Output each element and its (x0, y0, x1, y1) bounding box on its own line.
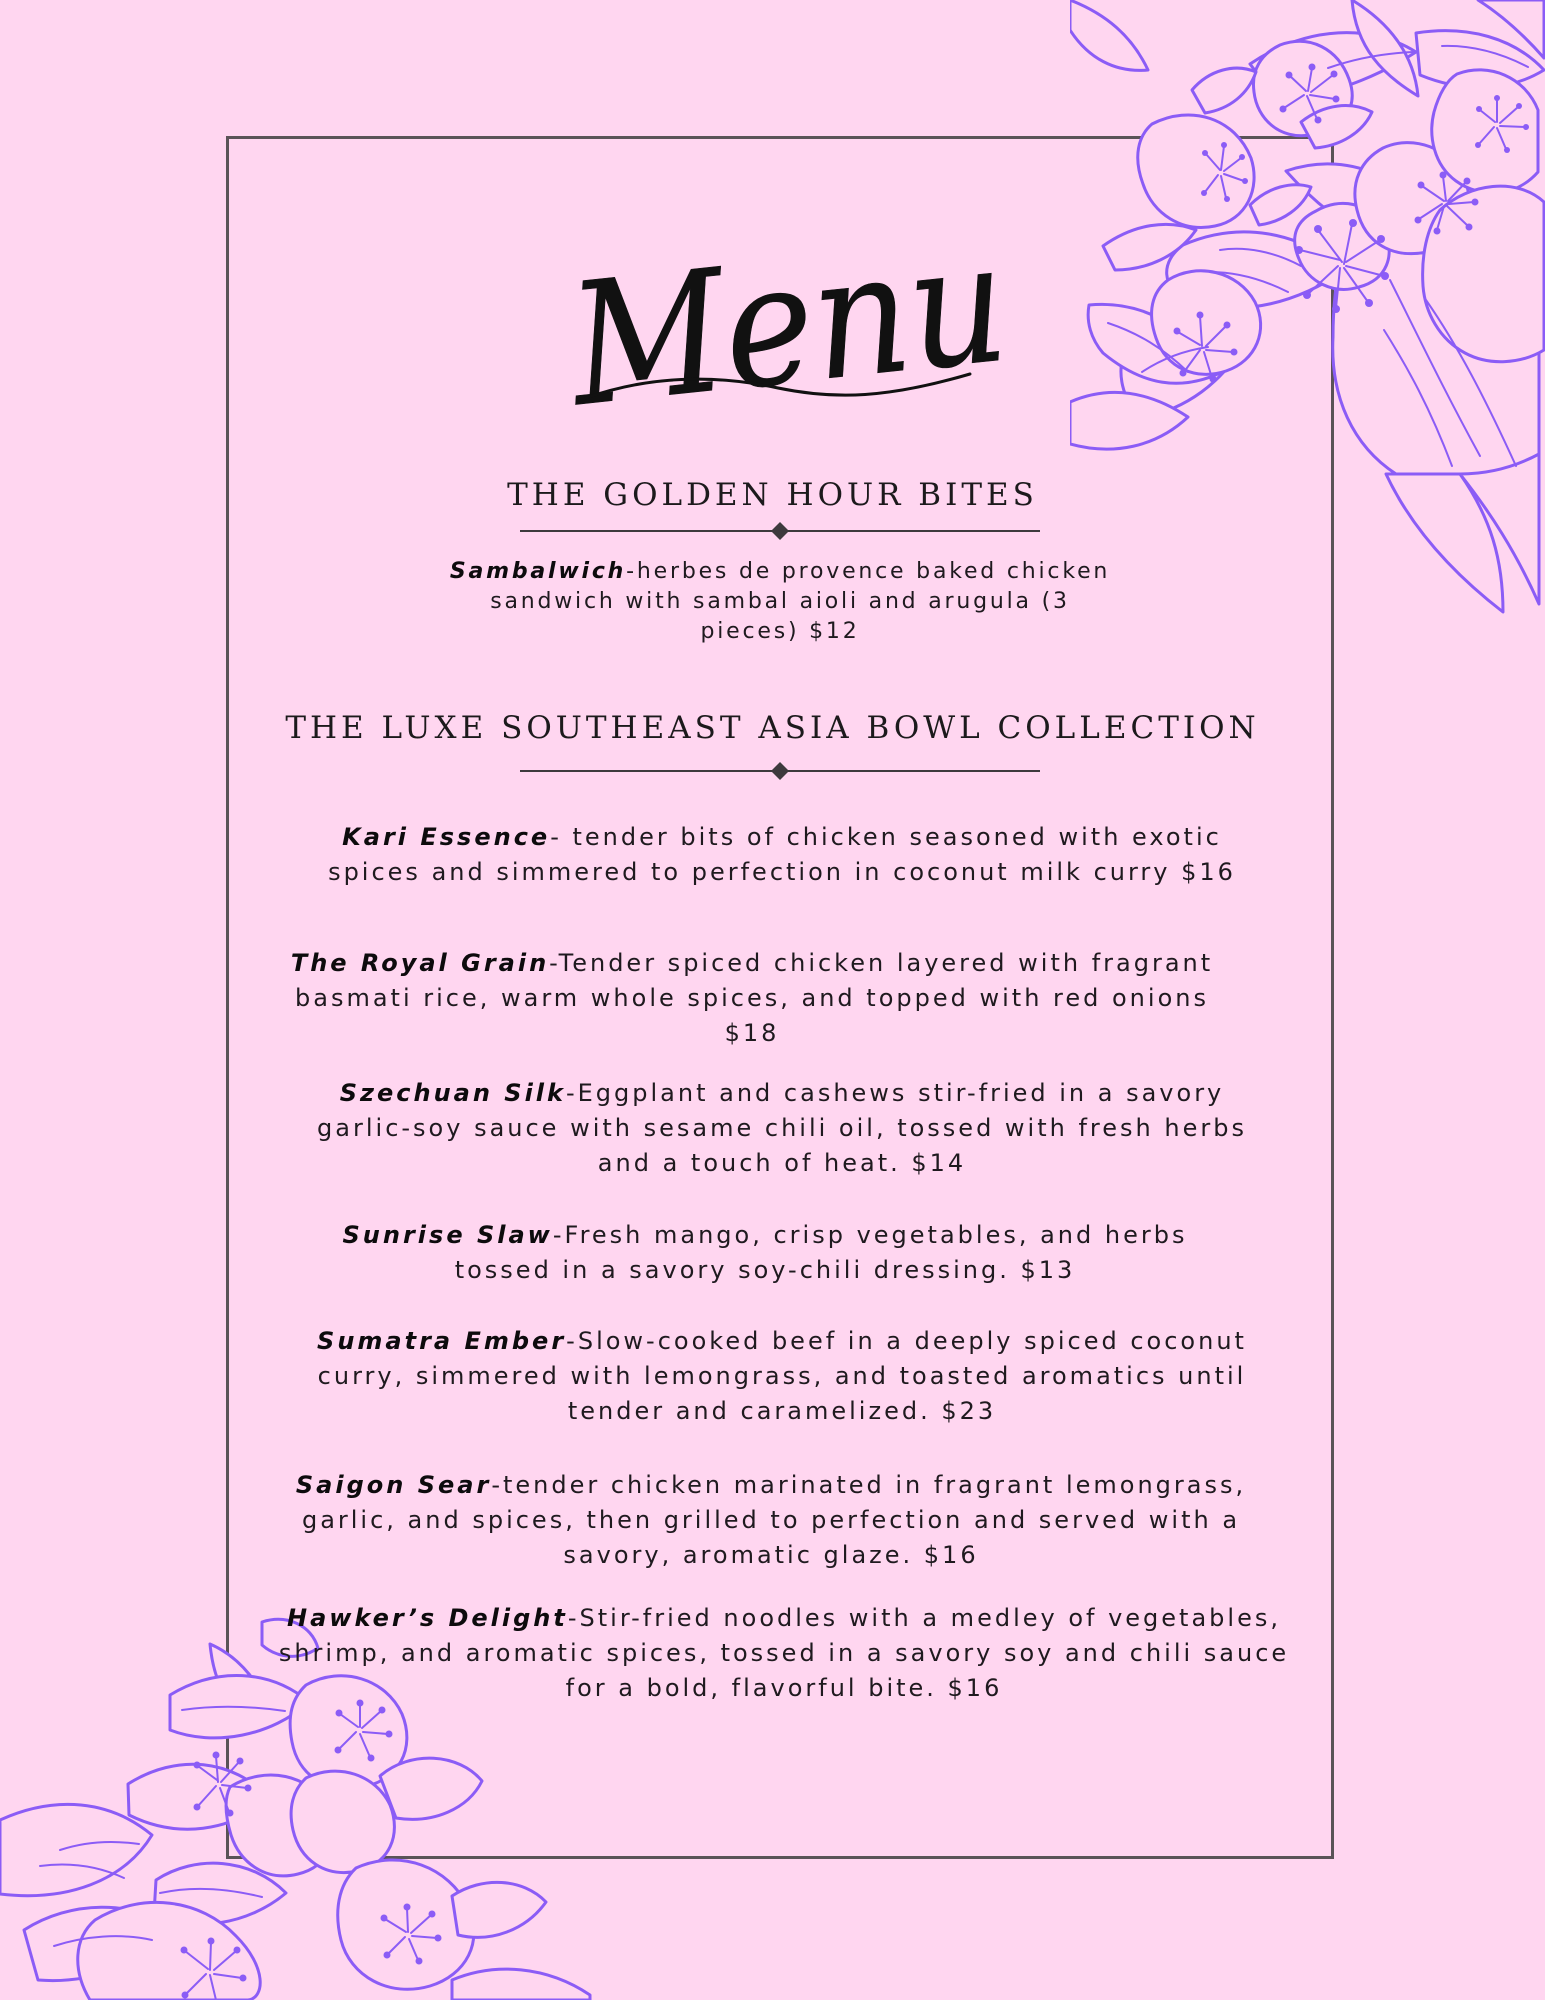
menu-item-description: - tender bits of chicken seasoned with exotic spices and simmered to perfection in coconut milk curry $16 (328, 823, 1236, 886)
menu-item-saigon-sear (256, 1468, 1286, 1573)
menu-item-description: -herbes de provence baked chicken sandwich with sambal aioli and arugula (3 pieces) $12 (490, 559, 1111, 644)
menu-item-sumatra-ember (282, 1324, 1282, 1429)
menu-item-name: Sambalwich (449, 559, 627, 584)
menu-item-name: Hawker’s Delight (287, 1604, 568, 1632)
menu-item-description: -Slow-cooked beef in a deeply spiced coconut curry, simmered with lemongrass, and toasted aromatics until tender and caramelized. $23 (317, 1327, 1247, 1425)
menu-item-description: -Fresh mango, crisp vegetables, and herbs tossed in a savory soy-chili dressing. $13 (454, 1221, 1188, 1284)
menu-item-description: -Stir-fried noodles with a medley of vegetables, shrimp, and aromatic spices, tossed in a savory soy and chili sauce for a bold, flavorful bite. $16 (278, 1604, 1290, 1702)
menu-item-sambalwich (440, 557, 1120, 647)
section-divider-2 (520, 762, 1040, 780)
section-divider-1 (520, 522, 1040, 540)
menu-item-description: -Eggplant and cashews stir-fried in a savory garlic-soy sauce with sesame chili oil, tossed with fresh herbs and a touch of heat. $14 (317, 1079, 1247, 1177)
section-heading-bowl-collection: THE LUXE SOUTHEAST ASIA BOWL COLLECTION (285, 710, 1260, 746)
menu-item-name: Sunrise Slaw (342, 1221, 553, 1249)
menu-item-sunrise-slaw (310, 1218, 1220, 1288)
menu-title (560, 160, 1020, 470)
menu-item-name: Szechuan Silk (339, 1079, 566, 1107)
menu-item-description: -tender chicken marinated in fragrant lemongrass, garlic, and spices, then grilled to perfection and served with a savory, aromatic glaze. $16 (301, 1471, 1247, 1569)
floral-ornament-top-right (1070, 0, 1545, 640)
menu-item-name: The Royal Grain (290, 949, 550, 977)
menu-item-szechuan-silk (302, 1076, 1262, 1181)
menu-item-name: Sumatra Ember (317, 1327, 567, 1355)
menu-title-text: Menu (561, 203, 1016, 445)
menu-item-kari-essence (302, 820, 1262, 890)
menu-item-hawkers-delight (254, 1601, 1314, 1706)
menu-item-the-royal-grain (282, 946, 1222, 1051)
section-heading-golden-hour-bites: THE GOLDEN HOUR BITES (507, 477, 1038, 513)
menu-item-name: Saigon Sear (295, 1471, 492, 1499)
menu-item-description: -Tender spiced chicken layered with fragrant basmati rice, warm whole spices, and topped with red onions $18 (295, 949, 1214, 1047)
menu-item-name: Kari Essence (342, 823, 551, 851)
